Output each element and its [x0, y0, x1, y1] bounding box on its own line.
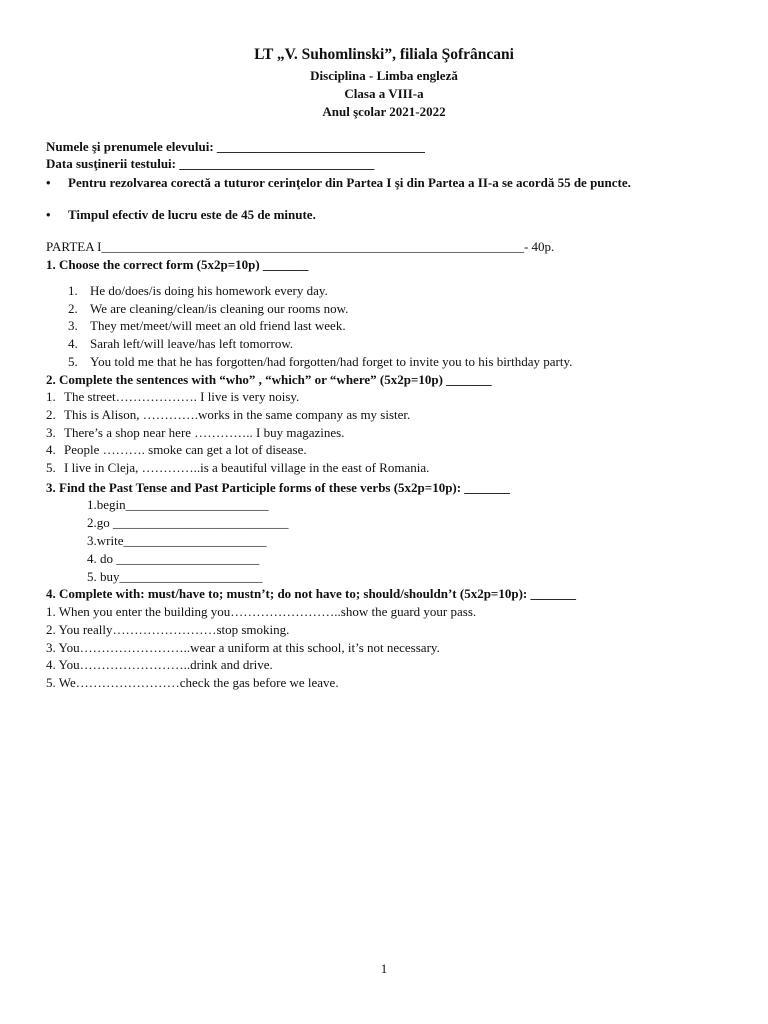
list-item: 4. People ………. smoke can get a lot of disease. — [46, 442, 307, 457]
note-time-text: Timpul efectiv de lucru este de 45 de minute. — [68, 207, 316, 222]
list-item: 3. You……………………..wear a uniform at this school, it’s not necessary. — [46, 640, 440, 655]
bullet-icon: • — [46, 175, 51, 190]
ex1-title: 1. Choose the correct form (5x2p=10p) _______ — [46, 257, 309, 272]
note-time — [46, 207, 316, 223]
list-item: 2. This is Alison, ………….works in the same company as my sister. — [46, 407, 411, 422]
ex3-title: 3. Find the Past Tense and Past Participle forms of these verbs (5x2p=10p): _______ — [46, 480, 510, 495]
list-item: 4. You……………………..drink and drive. — [46, 657, 273, 672]
list-item: 1. He do/does/is doing his homework every day. — [68, 283, 328, 298]
list-item: 5. buy______________________ — [87, 569, 263, 584]
part1-heading — [46, 239, 554, 255]
note-points-text: Pentru rezolvarea corectă a tuturor cerinţelor din Partea I şi din Partea a II-a se acordă 55 de puncte. — [68, 175, 631, 190]
student-name-field: Numele şi prenumele elevului: ________________________________ — [46, 139, 425, 154]
list-item: 4. do ______________________ — [87, 551, 260, 566]
list-item: 1. When you enter the building you……………………..show the guard your pass. — [46, 604, 477, 619]
list-item: 5. You told me that he has forgotten/had forgotten/had forget to invite you to his birthday party. — [68, 354, 573, 369]
list-item: 3. There’s a shop near here ………….. I buy magazines. — [46, 425, 345, 440]
list-item: 1. The street………………. I live is very noisy. — [46, 389, 300, 404]
class-level: Clasa a VIII-a — [344, 86, 424, 101]
list-item: 5. I live in Cleja, …………..is a beautiful village in the east of Romania. — [46, 460, 430, 475]
list-item: 1.begin______________________ — [87, 497, 269, 512]
list-item: 2. You really……………………stop smoking. — [46, 622, 290, 637]
ex4-title: 4. Complete with: must/have to; mustn’t; do not have to; should/shouldn’t (5x2p=10p): _______ — [46, 586, 576, 601]
test-date-field: Data susţinerii testului: ______________________________ — [46, 156, 375, 171]
part1-heading-text: PARTEA I_________________________________________________________________- 40p. — [46, 239, 555, 254]
school-title: LT „V. Suhomlinski”, filiala Şofrâncani — [254, 46, 514, 63]
list-item: 3. They met/meet/will meet an old friend last week. — [68, 318, 346, 333]
discipline: Disciplina - Limba engleză — [310, 68, 458, 83]
list-item: 4. Sarah left/will leave/has left tomorrow. — [68, 336, 294, 351]
list-item: 2.go ___________________________ — [87, 515, 289, 530]
ex2-title: 2. Complete the sentences with “who” , “which” or “where” (5x2p=10p) _______ — [46, 372, 492, 387]
list-item: 5. We……………………check the gas before we leave. — [46, 675, 339, 690]
list-item: 3.write______________________ — [87, 533, 267, 548]
page-number: 1 — [380, 961, 388, 976]
note-points — [46, 175, 631, 191]
bullet-icon: • — [46, 207, 51, 222]
list-item: 2. We are cleaning/clean/is cleaning our rooms now. — [68, 301, 349, 316]
school-year: Anul şcolar 2021-2022 — [322, 104, 446, 119]
